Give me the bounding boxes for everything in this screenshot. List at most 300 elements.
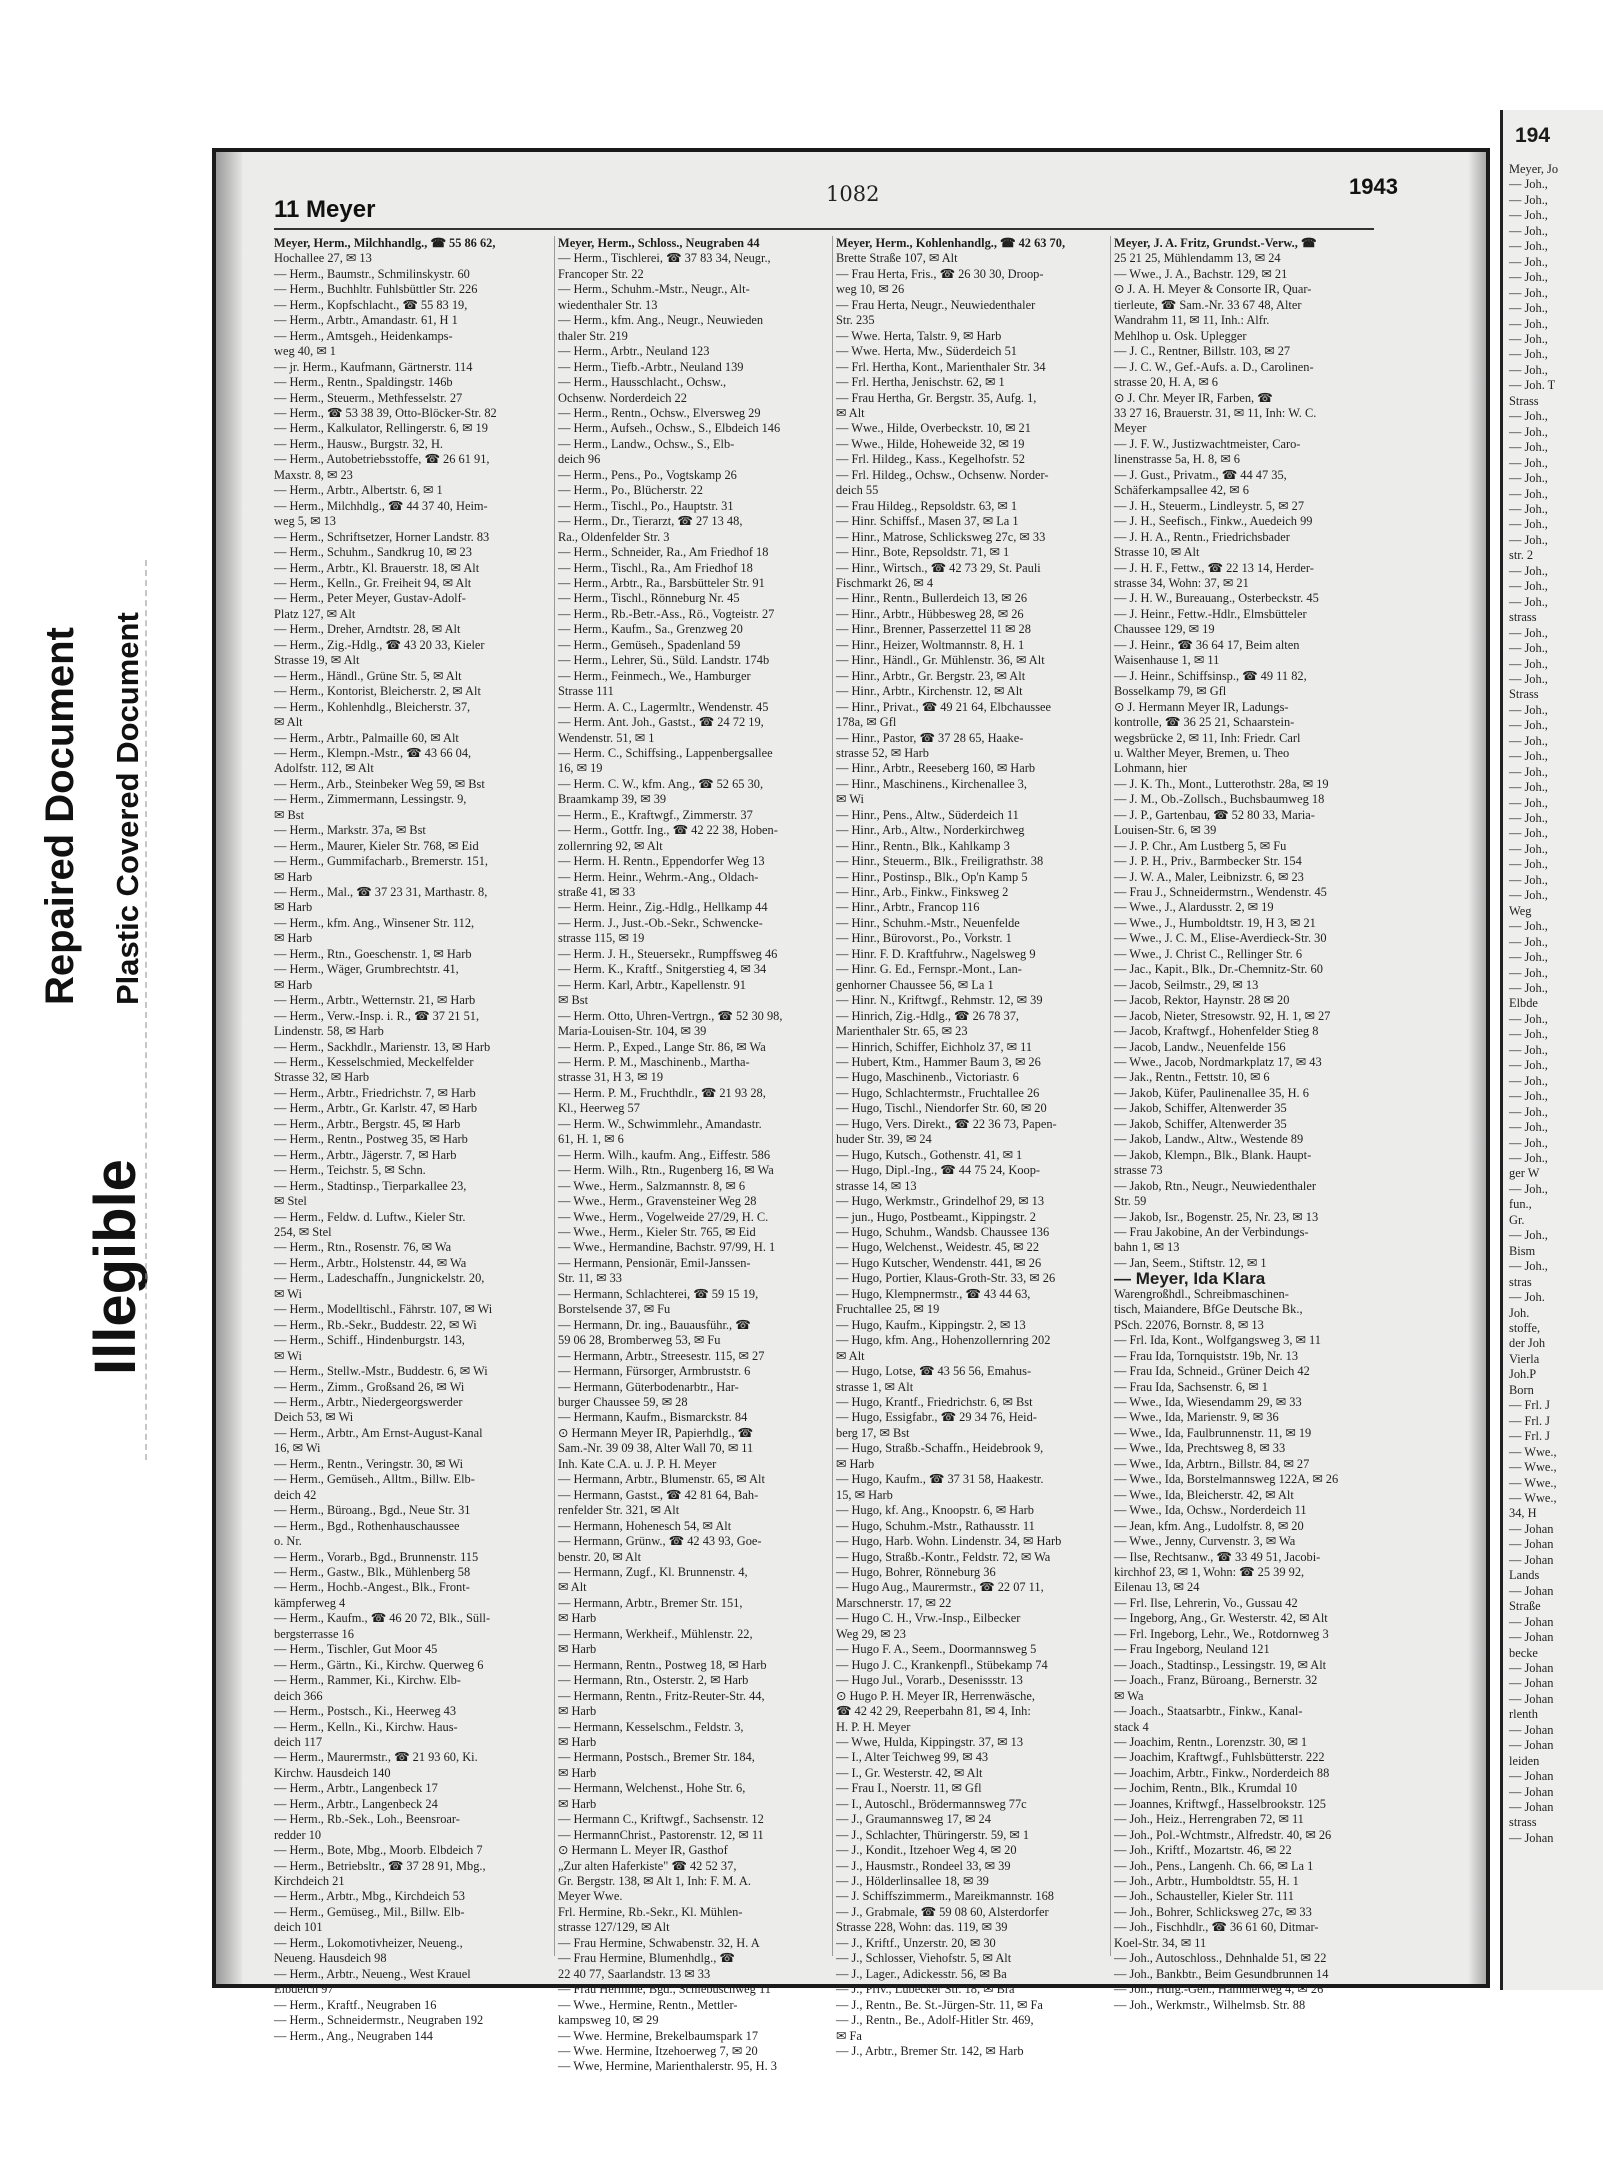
adjacent-entry-line: Born bbox=[1509, 1382, 1534, 1397]
directory-entry-line: — Hugo, Straßb.-Schaffn., Heidebrook 9, bbox=[836, 1441, 1044, 1456]
directory-entry-line: ✉ Wa bbox=[1114, 1688, 1144, 1703]
directory-column-1 bbox=[274, 236, 554, 2043]
directory-entry-line: Brette Straße 107, ✉ Alt bbox=[836, 251, 958, 266]
directory-entry-line: — J., Graumannsweg 17, ✉ 24 bbox=[836, 1812, 991, 1827]
directory-entry-line: Marschnerstr. 17, ✉ 22 bbox=[836, 1595, 952, 1610]
directory-entry-line: — Frau Hermine, Schwabenstr. 32, H. A bbox=[558, 1935, 760, 1950]
adjacent-entry-line: — Johan bbox=[1509, 1830, 1554, 1845]
adjacent-entry-line: — Johan bbox=[1509, 1537, 1554, 1552]
adjacent-entry-line: Strass bbox=[1509, 393, 1539, 408]
directory-entry-line: — Wwe., Hermine, Rentn., Mettler- bbox=[558, 1997, 738, 2012]
adjacent-entry-line: — Joh., bbox=[1509, 471, 1548, 486]
directory-entry-line: — Hinr. Schiffsf., Masen 37, ✉ La 1 bbox=[836, 514, 1019, 529]
directory-entry-line: Sam.-Nr. 39 09 38, Alter Wall 70, ✉ 11 bbox=[558, 1441, 754, 1456]
directory-entry-line: Bosselkamp 79, ✉ Gfl bbox=[1114, 684, 1227, 699]
directory-entry-line: Mehlhop u. Osk. Uplegger bbox=[1114, 328, 1247, 343]
directory-entry-line: — Herm., Kontorist, Bleicherstr. 2, ✉ Alt bbox=[274, 684, 481, 699]
directory-entry-line: 16, ✉ Wi bbox=[274, 1441, 321, 1456]
adjacent-entry-line: Joh. bbox=[1509, 1305, 1530, 1320]
directory-entry-line: ✉ Harb bbox=[558, 1765, 597, 1780]
directory-entry-line: — Herm., Kelln., Ki., Kirchw. Haus- bbox=[274, 1719, 458, 1734]
directory-entry-line: — Hugo, Straßb.-Kontr., Feldstr. 72, ✉ Wa bbox=[836, 1549, 1051, 1564]
directory-entry-line: — Jakob, Schiffer, Altenwerder 35 bbox=[1114, 1116, 1287, 1131]
directory-entry-line: Ra., Oldenfelder Str. 3 bbox=[558, 529, 670, 544]
directory-entry-line: Ochsenw. Norderdeich 22 bbox=[558, 390, 687, 405]
directory-entry-line: — Frau Hermine, Blumenhdlg., ☎ bbox=[558, 1951, 735, 1966]
directory-entry-line: — Herm., Verw.-Insp. i. R., ☎ 37 21 51, bbox=[274, 1008, 480, 1023]
directory-entry-line: — Wwe, Hulda, Kippingstr. 37, ✉ 13 bbox=[836, 1734, 1024, 1749]
directory-entry-line: weg 5, ✉ 13 bbox=[274, 514, 337, 529]
adjacent-entry-line: — Joh., bbox=[1509, 563, 1548, 578]
directory-entry-line: — Herm., Kalkulator, Rellingerstr. 6, ✉ 19 bbox=[274, 421, 488, 436]
directory-entry-line: genhorner Chaussee 56, ✉ La 1 bbox=[836, 977, 994, 992]
page-year: 1943 bbox=[1349, 174, 1398, 199]
directory-entry-line: — Hugo J. C., Krankenpfl., Stübekamp 74 bbox=[836, 1657, 1048, 1672]
directory-entry-line: Kl., Heerweg 57 bbox=[558, 1101, 640, 1116]
directory-entry-line: — Herm., Arbtr., Niedergeorgswerder bbox=[274, 1394, 463, 1409]
adjacent-entry-line: leiden bbox=[1509, 1753, 1540, 1768]
directory-entry-line: — Herm. Ant. Joh., Gastst., ☎ 24 72 19, bbox=[558, 715, 764, 730]
section-header: 11 Meyer bbox=[274, 196, 376, 223]
directory-entry-line: — Herm., Gemüseg., Mil., Billw. Elb- bbox=[274, 1904, 465, 1919]
directory-entry-line: ✉ Harb bbox=[558, 1704, 597, 1719]
adjacent-entry-line: — Joh., bbox=[1509, 192, 1548, 207]
directory-entry-line: redder 10 bbox=[274, 1827, 322, 1842]
adjacent-entry-line: — Johan bbox=[1509, 1660, 1554, 1675]
directory-entry-line: — I., Autoschl., Brödermannsweg 77c bbox=[836, 1796, 1027, 1811]
adjacent-entry-line: — Johan bbox=[1509, 1676, 1554, 1691]
directory-entry-line: — Herm., Schriftsetzer, Horner Landstr. 83 bbox=[274, 529, 490, 544]
directory-entry-line: „Zur alten Haferkiste" ☎ 42 52 37, bbox=[558, 1858, 737, 1873]
directory-entry-line: Meyer, Herm., Kohlenhandlg., ☎ 42 63 70, bbox=[836, 236, 1066, 250]
directory-entry-line: Strasse 32, ✉ Harb bbox=[274, 1070, 370, 1085]
directory-entry-line: Meyer bbox=[1114, 421, 1147, 436]
adjacent-entry-line: — Joh., bbox=[1509, 888, 1548, 903]
directory-entry-line: — Herm., Arbtr., Holstenstr. 44, ✉ Wa bbox=[274, 1255, 467, 1270]
illegible-stamp: Illegible bbox=[83, 1159, 148, 1375]
adjacent-entry-line: — Johan bbox=[1509, 1769, 1554, 1784]
directory-entry-line: — Frau Ingeborg, Neuland 121 bbox=[1114, 1642, 1270, 1657]
directory-entry-line: Weg 29, ✉ 23 bbox=[836, 1626, 906, 1641]
directory-entry-line: — Hermann, Grünw., ☎ 42 43 93, Goe- bbox=[558, 1534, 762, 1549]
directory-entry-line: — Hermann, Werkheif., Mühlenstr. 22, bbox=[558, 1626, 753, 1641]
directory-entry-line: — Joachim, Arbtr., Finkw., Norderdeich 88 bbox=[1114, 1765, 1330, 1780]
directory-entry-line: — J., Rentn., Be. St.-Jürgen-Str. 11, ✉ Fa bbox=[836, 1997, 1043, 2012]
directory-entry-line: — Herm. K., Kraftf., Snitgerstieg 4, ✉ 34 bbox=[558, 962, 767, 977]
directory-entry-line: — Jacob, Rektor, Haynstr. 28 ✉ 20 bbox=[1114, 993, 1290, 1008]
directory-entry-line: Maxstr. 8, ✉ 23 bbox=[274, 467, 353, 482]
directory-entry-line: ✉ Fa bbox=[836, 2028, 862, 2043]
directory-entry-line: — Frl. Ingeborg, Lehr., We., Rotdornweg 3 bbox=[1114, 1626, 1329, 1641]
directory-entry-line: — Hinr., Arbtr., Reeseberg 160, ✉ Harb bbox=[836, 761, 1036, 776]
directory-entry-line: — Hugo, Klempnermstr., ☎ 43 44 63, bbox=[836, 1286, 1031, 1301]
directory-entry-line: — Joh., Autoschloss., Dehnhalde 51, ✉ 22 bbox=[1114, 1951, 1327, 1966]
directory-entry-line: — Herm., Gemüseh., Spadenland 59 bbox=[558, 637, 741, 652]
adjacent-entry-line: — Frl. J bbox=[1509, 1429, 1550, 1444]
directory-entry-line: — Hugo, Kutsch., Gothenstr. 41, ✉ 1 bbox=[836, 1147, 1023, 1162]
directory-entry-line: — Herm., Baumstr., Schmilinskystr. 60 bbox=[274, 266, 470, 281]
directory-entry-line: — J. P. H., Priv., Barmbecker Str. 154 bbox=[1114, 854, 1302, 869]
directory-entry-line: — Hermann, Kaufm., Bismarckstr. 84 bbox=[558, 1410, 748, 1425]
adjacent-entry-line: — Joh., bbox=[1509, 749, 1548, 764]
directory-entry-line: deich 117 bbox=[274, 1734, 323, 1749]
directory-entry-line: — Wwe., Herm., Salzmannstr. 8, ✉ 6 bbox=[558, 1178, 746, 1193]
directory-entry-line: — Herm., Klempn.-Mstr., ☎ 43 66 04, bbox=[274, 745, 472, 760]
directory-entry-line: kampsweg 10, ✉ 29 bbox=[558, 2013, 659, 2028]
directory-entry-line: — Herm., Hausschlacht., Ochsw., bbox=[558, 375, 727, 390]
directory-entry-line: berg 17, ✉ Bst bbox=[836, 1425, 910, 1440]
directory-entry-line: — Hinr., Postinsp., Blk., Op'n Kamp 5 bbox=[836, 869, 1028, 884]
adjacent-entry-line: — Joh., bbox=[1509, 934, 1548, 949]
directory-entry-line: — Herm., Büroang., Bgd., Neue Str. 31 bbox=[274, 1503, 471, 1518]
directory-entry-line: — Frau J., Schneidermstrn., Wendenstr. 45 bbox=[1114, 885, 1327, 900]
directory-entry-line: — Herm. C. W., kfm. Ang., ☎ 52 65 30, bbox=[558, 776, 764, 791]
directory-entry-line: — Meyer, Ida Klara bbox=[1114, 1269, 1266, 1289]
directory-entry-line: — J. W. A., Maler, Leibnizstr. 6, ✉ 23 bbox=[1114, 869, 1304, 884]
directory-entry-line: — J. F. W., Justizwachtmeister, Caro- bbox=[1114, 436, 1301, 451]
directory-entry-line: — Wwe., Ida, Wiesendamm 29, ✉ 33 bbox=[1114, 1394, 1302, 1409]
adjacent-entry-line: — Joh., bbox=[1509, 316, 1548, 331]
adjacent-entry-line: — Johan bbox=[1509, 1800, 1554, 1815]
directory-entry-line: 59 06 28, Bromberweg 53, ✉ Fu bbox=[558, 1333, 721, 1348]
directory-entry-line: — Herm., Mal., ☎ 37 23 31, Marthastr. 8, bbox=[274, 885, 488, 900]
directory-entry-line: — Wwe., J. A., Bachstr. 129, ✉ 21 bbox=[1114, 266, 1288, 281]
directory-entry-line: — Hugo, Maschinenb., Victoriastr. 6 bbox=[836, 1070, 1019, 1085]
page-edge-shadow bbox=[1468, 152, 1486, 1984]
directory-entry-line: ✉ Wi bbox=[836, 792, 864, 807]
directory-entry-line: ✉ Harb bbox=[274, 931, 313, 946]
directory-entry-line: ✉ Harb bbox=[558, 1734, 597, 1749]
directory-entry-line: — Wwe., Herm., Gravensteiner Weg 28 bbox=[558, 1194, 757, 1209]
adjacent-entry-line: Meyer, Jo bbox=[1509, 162, 1559, 176]
directory-entry-line: — Hugo, kfm. Ang., Hohenzollernring 202 bbox=[836, 1333, 1051, 1348]
directory-entry-line: — Jakob, Landw., Altw., Westende 89 bbox=[1114, 1132, 1304, 1147]
directory-entry-line: — J. Heinr., Schiffsinsp., ☎ 49 11 82, bbox=[1114, 668, 1307, 683]
directory-entry-line: — Herm., Gummifacharb., Bremerstr. 151, bbox=[274, 854, 489, 869]
directory-entry-line: — Herm., Arbtr., Langenbeck 17 bbox=[274, 1781, 438, 1796]
directory-entry-line: — Herm., Bote, Mbg., Moorb. Elbdeich 7 bbox=[274, 1843, 483, 1858]
directory-entry-line: — Herm., Arbtr., Langenbeck 24 bbox=[274, 1796, 438, 1811]
directory-entry-line: Hochallee 27, ✉ 13 bbox=[274, 251, 372, 266]
adjacent-entry-line: — Joh., bbox=[1509, 718, 1548, 733]
directory-entry-line: — Hugo, Lotse, ☎ 43 56 56, Emahus- bbox=[836, 1364, 1032, 1379]
directory-entry-line: — Herm., Markstr. 37a, ✉ Bst bbox=[274, 823, 426, 838]
directory-entry-line: — Herm., Rentn., Ochsw., Elversweg 29 bbox=[558, 405, 761, 420]
directory-entry-line: — Hermann, Arbtr., Streesestr. 115, ✉ 27 bbox=[558, 1348, 765, 1363]
directory-entry-line: Str. 11, ✉ 33 bbox=[558, 1271, 622, 1286]
directory-entry-line: — Herm., Hochb.-Angest., Blk., Front- bbox=[274, 1580, 470, 1595]
directory-entry-line: ⊙ J. Chr. Meyer IR, Farben, ☎ bbox=[1114, 390, 1273, 405]
adjacent-entry-line: — Joh., bbox=[1509, 517, 1548, 532]
directory-entry-line: 15, ✉ Harb bbox=[836, 1487, 893, 1502]
directory-entry-line: — J., Arbtr., Bremer Str. 142, ✉ Harb bbox=[836, 2044, 1024, 2059]
adjacent-entry-line: str. 2 bbox=[1509, 548, 1534, 563]
directory-entry-line: strasse 73 bbox=[1114, 1163, 1163, 1178]
directory-entry-line: Gr. Bergstr. 138, ✉ Alt 1, Inh: F. M. A. bbox=[558, 1874, 751, 1889]
directory-entry-line: — Herm., Betriebsltr., ☎ 37 28 91, Mbg., bbox=[274, 1858, 486, 1873]
adjacent-entry-line: Elbde bbox=[1509, 996, 1538, 1011]
adjacent-entry-line: — Frl. J bbox=[1509, 1398, 1550, 1413]
directory-entry-line: — Herm., Schneidermstr., Neugraben 192 bbox=[274, 2013, 484, 2028]
directory-entry-line: — Jacob, Nieter, Stresowstr. 92, H. 1, ✉ 27 bbox=[1114, 1008, 1331, 1023]
directory-entry-line: — Hinr., Händl., Gr. Mühlenstr. 36, ✉ Alt bbox=[836, 653, 1045, 668]
directory-entry-line: deich 55 bbox=[836, 483, 879, 498]
adjacent-entry-line: — Joh., bbox=[1509, 811, 1548, 826]
directory-entry-line: Strasse 19, ✉ Alt bbox=[274, 653, 360, 668]
directory-entry-line: straße 41, ✉ 33 bbox=[558, 885, 636, 900]
directory-entry-line: — Herm., Stellw.-Mstr., Buddestr. 6, ✉ Wi bbox=[274, 1364, 488, 1379]
adjacent-entry-line: — Joh., bbox=[1509, 872, 1548, 887]
directory-entry-line: — J. Schiffszimmerm., Mareikmannstr. 168 bbox=[836, 1889, 1054, 1904]
directory-entry-line: — Jakob, Klempn., Blk., Blank. Haupt- bbox=[1114, 1147, 1312, 1162]
directory-entry-line: — Herm. Karl, Arbtr., Kapellenstr. 91 bbox=[558, 977, 746, 992]
directory-entry-line: ✉ Alt bbox=[274, 715, 303, 730]
directory-entry-line: — Herm., Tischler, Gut Moor 45 bbox=[274, 1642, 438, 1657]
adjacent-page-year: 194 bbox=[1515, 124, 1551, 147]
directory-entry-line: 254, ✉ Stel bbox=[274, 1225, 332, 1239]
directory-entry-line: — Joh., Bankbtr., Beim Gesundbrunnen 14 bbox=[1114, 1966, 1329, 1981]
directory-entry-line: — Joh., Fischhdlr., ☎ 36 61 60, Ditmar- bbox=[1114, 1920, 1319, 1935]
adjacent-entry-line: — Johan bbox=[1509, 1614, 1554, 1629]
directory-column-3 bbox=[836, 236, 1116, 2059]
adjacent-entry-line: — Joh., bbox=[1509, 1073, 1548, 1088]
directory-entry-line: — J. C. W., Gef.-Aufs. a. D., Carolinen- bbox=[1114, 359, 1314, 374]
directory-entry-line: — Wwe. Hermine, Brekelbaumspark 17 bbox=[558, 2028, 759, 2043]
directory-entry-line: Adolfstr. 112, ✉ Alt bbox=[274, 761, 374, 776]
directory-entry-line: — Hermann, Welchenst., Hohe Str. 6, bbox=[558, 1781, 746, 1796]
directory-entry-line: — Joh., Arbtr., Humboldtstr. 55, H. 1 bbox=[1114, 1874, 1299, 1889]
adjacent-entry-line: — Wwe., bbox=[1509, 1444, 1557, 1459]
directory-entry-line: ✉ Alt bbox=[558, 1580, 587, 1595]
directory-entry-line: — Wwe., Herm., Vogelweide 27/29, H. C. bbox=[558, 1209, 769, 1224]
directory-entry-line: Koel-Str. 34, ✉ 11 bbox=[1114, 1935, 1207, 1950]
directory-entry-line: — Hinr., Bote, Repsoldstr. 71, ✉ 1 bbox=[836, 545, 1010, 560]
directory-entry-line: — HermannChrist., Pastorenstr. 12, ✉ 11 bbox=[558, 1827, 764, 1842]
directory-entry-line: ✉ Alt bbox=[836, 1348, 865, 1363]
directory-entry-line: — Herm., Lokomotivheizer, Neueng., bbox=[274, 1935, 463, 1950]
column-divider bbox=[832, 236, 833, 1956]
directory-entry-line: — Hinr., Arbtr., Kirchenstr. 12, ✉ Alt bbox=[836, 684, 1023, 699]
directory-entry-line: — Hermann, Pensionär, Emil-Janssen- bbox=[558, 1255, 751, 1270]
directory-entry-line: — Herm., Arbtr., Am Ernst-August-Kanal bbox=[274, 1425, 483, 1440]
directory-entry-line: — Hermann, Schlachterei, ☎ 59 15 19, bbox=[558, 1286, 759, 1301]
directory-entry-line: — Hubert, Ktm., Hammer Baum 3, ✉ 26 bbox=[836, 1055, 1041, 1070]
directory-entry-line: — Herm., Tischl., Ra., Am Friedhof 18 bbox=[558, 560, 753, 575]
directory-entry-line: — Hugo, Harb. Wohn. Lindenstr. 34, ✉ Harb bbox=[836, 1534, 1062, 1549]
directory-entry-line: Inh. Kate C.A. u. J. P. H. Meyer bbox=[558, 1456, 717, 1471]
adjacent-entry-line: — Joh., bbox=[1509, 764, 1548, 779]
directory-entry-line: — Hugo, Krantf., Friedrichstr. 6, ✉ Bst bbox=[836, 1394, 1033, 1409]
directory-entry-line: — Hermann, Arbtr., Bremer Str. 151, bbox=[558, 1595, 743, 1610]
directory-entry-line: — Jac., Kapit., Blk., Dr.-Chemnitz-Str. 60 bbox=[1114, 962, 1323, 977]
directory-entry-line: — Herm., Arbtr., Kl. Brauerstr. 18, ✉ Alt bbox=[274, 560, 480, 575]
directory-entry-line: — Herm., Arbtr., Friedrichstr. 7, ✉ Harb bbox=[274, 1085, 476, 1100]
directory-entry-line: — Herm., Arbtr., Ra., Barsbütteler Str. 91 bbox=[558, 575, 765, 590]
adjacent-page bbox=[1500, 110, 1603, 1990]
column-divider bbox=[554, 236, 555, 1956]
directory-entry-line: — Herm., Schneider, Ra., Am Friedhof 18 bbox=[558, 545, 769, 560]
directory-entry-line: Neueng. Hausdeich 98 bbox=[274, 1951, 387, 1966]
page-gutter-shadow bbox=[216, 152, 242, 1984]
directory-entry-line: — Herm., Kaufm., ☎ 46 20 72, Blk., Süll- bbox=[274, 1611, 491, 1626]
directory-entry-line: — Herm., Teichstr. 5, ✉ Schn. bbox=[274, 1163, 426, 1178]
directory-entry-line: strasse 20, H. A, ✉ 6 bbox=[1114, 375, 1218, 390]
adjacent-entry-line: Straße bbox=[1509, 1599, 1541, 1614]
directory-entry-line: Str. 235 bbox=[836, 313, 875, 328]
directory-entry-line: Waisenhause 1, ✉ 11 bbox=[1114, 653, 1220, 668]
directory-entry-line: Meyer Wwe. bbox=[558, 1889, 623, 1904]
adjacent-entry-line: — Joh., bbox=[1509, 208, 1548, 223]
directory-entry-line: tisch, Maiandere, BfGe Deutsche Bk., bbox=[1114, 1302, 1303, 1317]
directory-entry-line: — Herm., Arbtr., Bergstr. 45, ✉ Harb bbox=[274, 1116, 461, 1131]
directory-entry-line: weg 40, ✉ 1 bbox=[274, 344, 337, 359]
directory-entry-line: — Hinr., Brenner, Passerzettel 11 ✉ 28 bbox=[836, 622, 1031, 637]
adjacent-entry-line: — Joh., bbox=[1509, 1089, 1548, 1104]
directory-entry-line: 178a, ✉ Gfl bbox=[836, 715, 897, 730]
adjacent-entry-line: — Wwe., bbox=[1509, 1460, 1557, 1475]
directory-entry-line: — Herm. Otto, Uhren-Vertrgn., ☎ 52 30 98, bbox=[558, 1008, 783, 1023]
directory-entry-line: — Hinr., Arb., Finkw., Finksweg 2 bbox=[836, 885, 1009, 900]
directory-entry-line: — I., Gr. Westerstr. 42, ✉ Alt bbox=[836, 1765, 983, 1780]
directory-entry-line: — Frau Ida, Sachsenstr. 6, ✉ 1 bbox=[1114, 1379, 1268, 1394]
directory-entry-line: — Wwe., Ida, Marienstr. 9, ✉ 36 bbox=[1114, 1410, 1279, 1425]
directory-entry-line: — Joh., Kriftf., Mozartstr. 46, ✉ 22 bbox=[1114, 1843, 1292, 1858]
adjacent-entry-line: — Joh., bbox=[1509, 826, 1548, 841]
directory-entry-line: — J., Schlosser, Viehofstr. 5, ✉ Alt bbox=[836, 1951, 1012, 1966]
directory-entry-line: — J. Gust., Privatm., ☎ 44 47 35, bbox=[1114, 467, 1287, 482]
directory-entry-line: ✉ Harb bbox=[558, 1796, 597, 1811]
adjacent-entry-line: — Johan bbox=[1509, 1552, 1554, 1567]
directory-entry-line: — jun., Hugo, Postbeamt., Kippingstr. 2 bbox=[836, 1209, 1036, 1224]
directory-entry-line: Braamkamp 39, ✉ 39 bbox=[558, 792, 667, 807]
directory-entry-line: weg 10, ✉ 26 bbox=[836, 282, 905, 297]
directory-entry-line: — Frl. Ida, Kont., Wolfgangsweg 3, ✉ 11 bbox=[1114, 1333, 1321, 1348]
directory-entry-line: — Hinr., Pens., Altw., Süderdeich 11 bbox=[836, 807, 1019, 822]
directory-entry-line: — Herm., Modelltischl., Fährstr. 107, ✉ Wi bbox=[274, 1302, 493, 1317]
directory-entry-line: — Herm., Landw., Ochsw., S., Elb- bbox=[558, 436, 735, 451]
directory-entry-line: Elbdeich 97 bbox=[274, 1982, 334, 1997]
directory-entry-line: — Hinr., Steuerm., Blk., Freiligrathstr. 38 bbox=[836, 854, 1044, 869]
directory-entry-line: — Hinr., Arb., Altw., Norderkirchweg bbox=[836, 823, 1025, 838]
directory-entry-line: — Hugo, Kaufm., ☎ 37 31 58, Haakestr. bbox=[836, 1472, 1044, 1487]
directory-entry-line: — Jean, kfm. Ang., Ludolfstr. 8, ✉ 20 bbox=[1114, 1518, 1304, 1533]
directory-entry-line: PSch. 22076, Bornstr. 8, ✉ 13 bbox=[1114, 1317, 1264, 1332]
directory-entry-line: strasse 34, Wohn: 37, ✉ 21 bbox=[1114, 575, 1249, 590]
adjacent-entry-line: 34, H bbox=[1509, 1506, 1537, 1521]
directory-entry-line: Warengroßhdl., Schreibmaschinen- bbox=[1114, 1286, 1289, 1301]
directory-entry-line: — J. C., Rentner, Billstr. 103, ✉ 27 bbox=[1114, 344, 1291, 359]
adjacent-entry-line: strass bbox=[1509, 1815, 1537, 1830]
directory-entry-line: ✉ Harb bbox=[558, 1642, 597, 1657]
directory-entry-line: — Hugo C. H., Vrw.-Insp., Eilbecker bbox=[836, 1611, 1021, 1626]
adjacent-entry-line: — Johan bbox=[1509, 1722, 1554, 1737]
directory-entry-line: — Herm., Zimm., Großsand 26, ✉ Wi bbox=[274, 1379, 465, 1394]
adjacent-entry-line: — Joh., bbox=[1509, 1259, 1548, 1274]
directory-entry-line: 22 40 77, Saarlandstr. 13 ✉ 33 bbox=[558, 1966, 711, 1981]
directory-entry-line: — Herm., ☎ 53 38 39, Otto-Blöcker-Str. 82 bbox=[274, 405, 497, 420]
adjacent-entry-line: — Joh., bbox=[1509, 331, 1548, 346]
directory-entry-line: — Jak., Rentn., Fettstr. 10, ✉ 6 bbox=[1114, 1070, 1270, 1085]
directory-entry-line: — Hugo, Vers. Direkt., ☎ 22 36 73, Papen- bbox=[836, 1116, 1057, 1131]
directory-entry-line: — Frau Hermine, Bgd., Schlebuschweg 11 bbox=[558, 1982, 771, 1997]
directory-entry-line: — Jacob, Seilmstr., 29, ✉ 13 bbox=[1114, 977, 1259, 992]
directory-entry-line: 33 27 16, Brauerstr. 31, ✉ 11, Inh: W. C. bbox=[1114, 405, 1317, 420]
directory-entry-line: — Herm., Steuerm., Methfesselstr. 27 bbox=[274, 390, 463, 405]
directory-entry-line: — Herm., Rentn., Postweg 35, ✉ Harb bbox=[274, 1132, 468, 1147]
adjacent-entry-line: Strass bbox=[1509, 687, 1539, 702]
directory-entry-line: — J. K. Th., Mont., Lutterothstr. 28a, ✉ 19 bbox=[1114, 776, 1329, 791]
directory-entry-line: ✉ Stel bbox=[274, 1194, 307, 1209]
directory-entry-line: — Herm., Arbtr., Amandastr. 61, H 1 bbox=[274, 313, 458, 328]
directory-entry-line: — Herm., Arbtr., Palmaille 60, ✉ Alt bbox=[274, 730, 459, 745]
directory-entry-line: Platz 127, ✉ Alt bbox=[274, 606, 356, 621]
directory-entry-line: — Hinrich, Schiffer, Eichholz 37, ✉ 11 bbox=[836, 1039, 1033, 1054]
directory-entry-line: — Hinr., Heizer, Woltmannstr. 8, H. 1 bbox=[836, 637, 1025, 652]
directory-entry-line: strasse 52, ✉ Harb bbox=[836, 745, 929, 760]
adjacent-entry-line: Gr. bbox=[1509, 1212, 1525, 1227]
directory-entry-line: — Joh., Heiz., Herrengraben 72, ✉ 11 bbox=[1114, 1812, 1304, 1827]
directory-entry-line: Louisen-Str. 6, ✉ 39 bbox=[1114, 823, 1217, 838]
directory-entry-line: — Wwe., J., Humboldtstr. 19, H 3, ✉ 21 bbox=[1114, 915, 1316, 930]
directory-entry-line: — Herm., Peter Meyer, Gustav-Adolf- bbox=[274, 591, 466, 606]
adjacent-entry-line: ger W bbox=[1509, 1166, 1540, 1181]
directory-entry-line: — Herm. P. M., Maschinenb., Martha- bbox=[558, 1055, 750, 1070]
directory-entry-line: — J. H. W., Bureauang., Osterbeckstr. 45 bbox=[1114, 591, 1319, 606]
adjacent-entry-line: — Joh., bbox=[1509, 455, 1548, 470]
directory-entry-line: — Herm., Dreher, Arndtstr. 28, ✉ Alt bbox=[274, 622, 461, 637]
directory-entry-line: Fischmarkt 26, ✉ 4 bbox=[836, 575, 934, 590]
directory-entry-line: — Hugo, Portier, Klaus-Groth-Str. 33, ✉ 26 bbox=[836, 1271, 1056, 1286]
adjacent-entry-line: — Johan bbox=[1509, 1630, 1554, 1645]
adjacent-entry-line: — Joh., bbox=[1509, 1151, 1548, 1165]
directory-entry-line: deich 42 bbox=[274, 1487, 317, 1502]
directory-entry-line: — Hermann, Postsch., Bremer Str. 184, bbox=[558, 1750, 755, 1765]
directory-entry-line: strasse 115, ✉ 19 bbox=[558, 931, 645, 946]
adjacent-entry-line: — Joh., bbox=[1509, 239, 1548, 254]
directory-entry-line: ⊙ Hermann Meyer IR, Papierhdlg., ☎ bbox=[558, 1425, 754, 1440]
adjacent-entry-line: — Joh., bbox=[1509, 501, 1548, 516]
adjacent-entry-line: — Joh., bbox=[1509, 347, 1548, 362]
directory-entry-line: ✉ Bst bbox=[558, 993, 589, 1008]
directory-entry-line: burger Chaussee 59, ✉ 28 bbox=[558, 1394, 688, 1409]
directory-entry-line: — Herm. Heinr., Wehrm.-Ang., Oldach- bbox=[558, 869, 759, 884]
adjacent-entry-line: fun., bbox=[1509, 1197, 1532, 1212]
directory-entry-line: — Frau Herta, Fris., ☎ 26 30 30, Droop- bbox=[836, 266, 1044, 281]
directory-entry-line: — Jochim, Rentn., Blk., Krumdal 10 bbox=[1114, 1781, 1298, 1796]
directory-entry-line: — Herm., Dr., Tierarzt, ☎ 27 13 48, bbox=[558, 514, 743, 529]
directory-entry-line: — Herm., Stadtinsp., Tierparkallee 23, bbox=[274, 1178, 467, 1193]
directory-entry-line: — Frau I., Noerstr. 11, ✉ Gfl bbox=[836, 1781, 982, 1796]
directory-entry-line: Str. 59 bbox=[1114, 1194, 1147, 1209]
directory-entry-line: — Wwe., Hermandine, Bachstr. 97/99, H. 1 bbox=[558, 1240, 776, 1255]
directory-entry-line: — Hinr. G. Ed., Fernspr.-Mont., Lan- bbox=[836, 962, 1022, 977]
directory-entry-line: — Herm., Arbtr., Jägerstr. 7, ✉ Harb bbox=[274, 1147, 457, 1162]
directory-entry-line: — Herm., Zimmermann, Lessingstr. 9, bbox=[274, 792, 467, 807]
directory-entry-line: — Herm., Arbtr., Mbg., Kirchdeich 53 bbox=[274, 1889, 465, 1904]
directory-entry-line: — Herm., Rtn., Goeschenstr. 1, ✉ Harb bbox=[274, 946, 472, 961]
adjacent-entry-line: — Johan bbox=[1509, 1521, 1554, 1536]
adjacent-entry-line: — Joh., bbox=[1509, 486, 1548, 501]
directory-entry-line: — J. P., Gartenbau, ☎ 52 80 33, Maria- bbox=[1114, 807, 1315, 822]
directory-entry-line: — Hugo, Tischl., Niendorfer Str. 60, ✉ 20 bbox=[836, 1101, 1047, 1116]
directory-entry-line: — Wwe., Ida, Borstelmannsweg 122A, ✉ 26 bbox=[1114, 1472, 1339, 1487]
directory-entry-line: ⊙ J. Hermann Meyer IR, Ladungs- bbox=[1114, 699, 1289, 714]
directory-entry-line: Wendenstr. 51, ✉ 1 bbox=[558, 730, 655, 745]
directory-entry-line: — Herm., Amtsgeh., Heidenkamps- bbox=[274, 328, 453, 343]
directory-entry-line: — Herm., Gastw., Blk., Mühlenberg 58 bbox=[274, 1564, 471, 1579]
directory-entry-line: — Hinr., Rentn., Bullerdeich 13, ✉ 26 bbox=[836, 591, 1028, 606]
directory-entry-line: — Frau Herta, Neugr., Neuwiedenthaler bbox=[836, 297, 1036, 312]
